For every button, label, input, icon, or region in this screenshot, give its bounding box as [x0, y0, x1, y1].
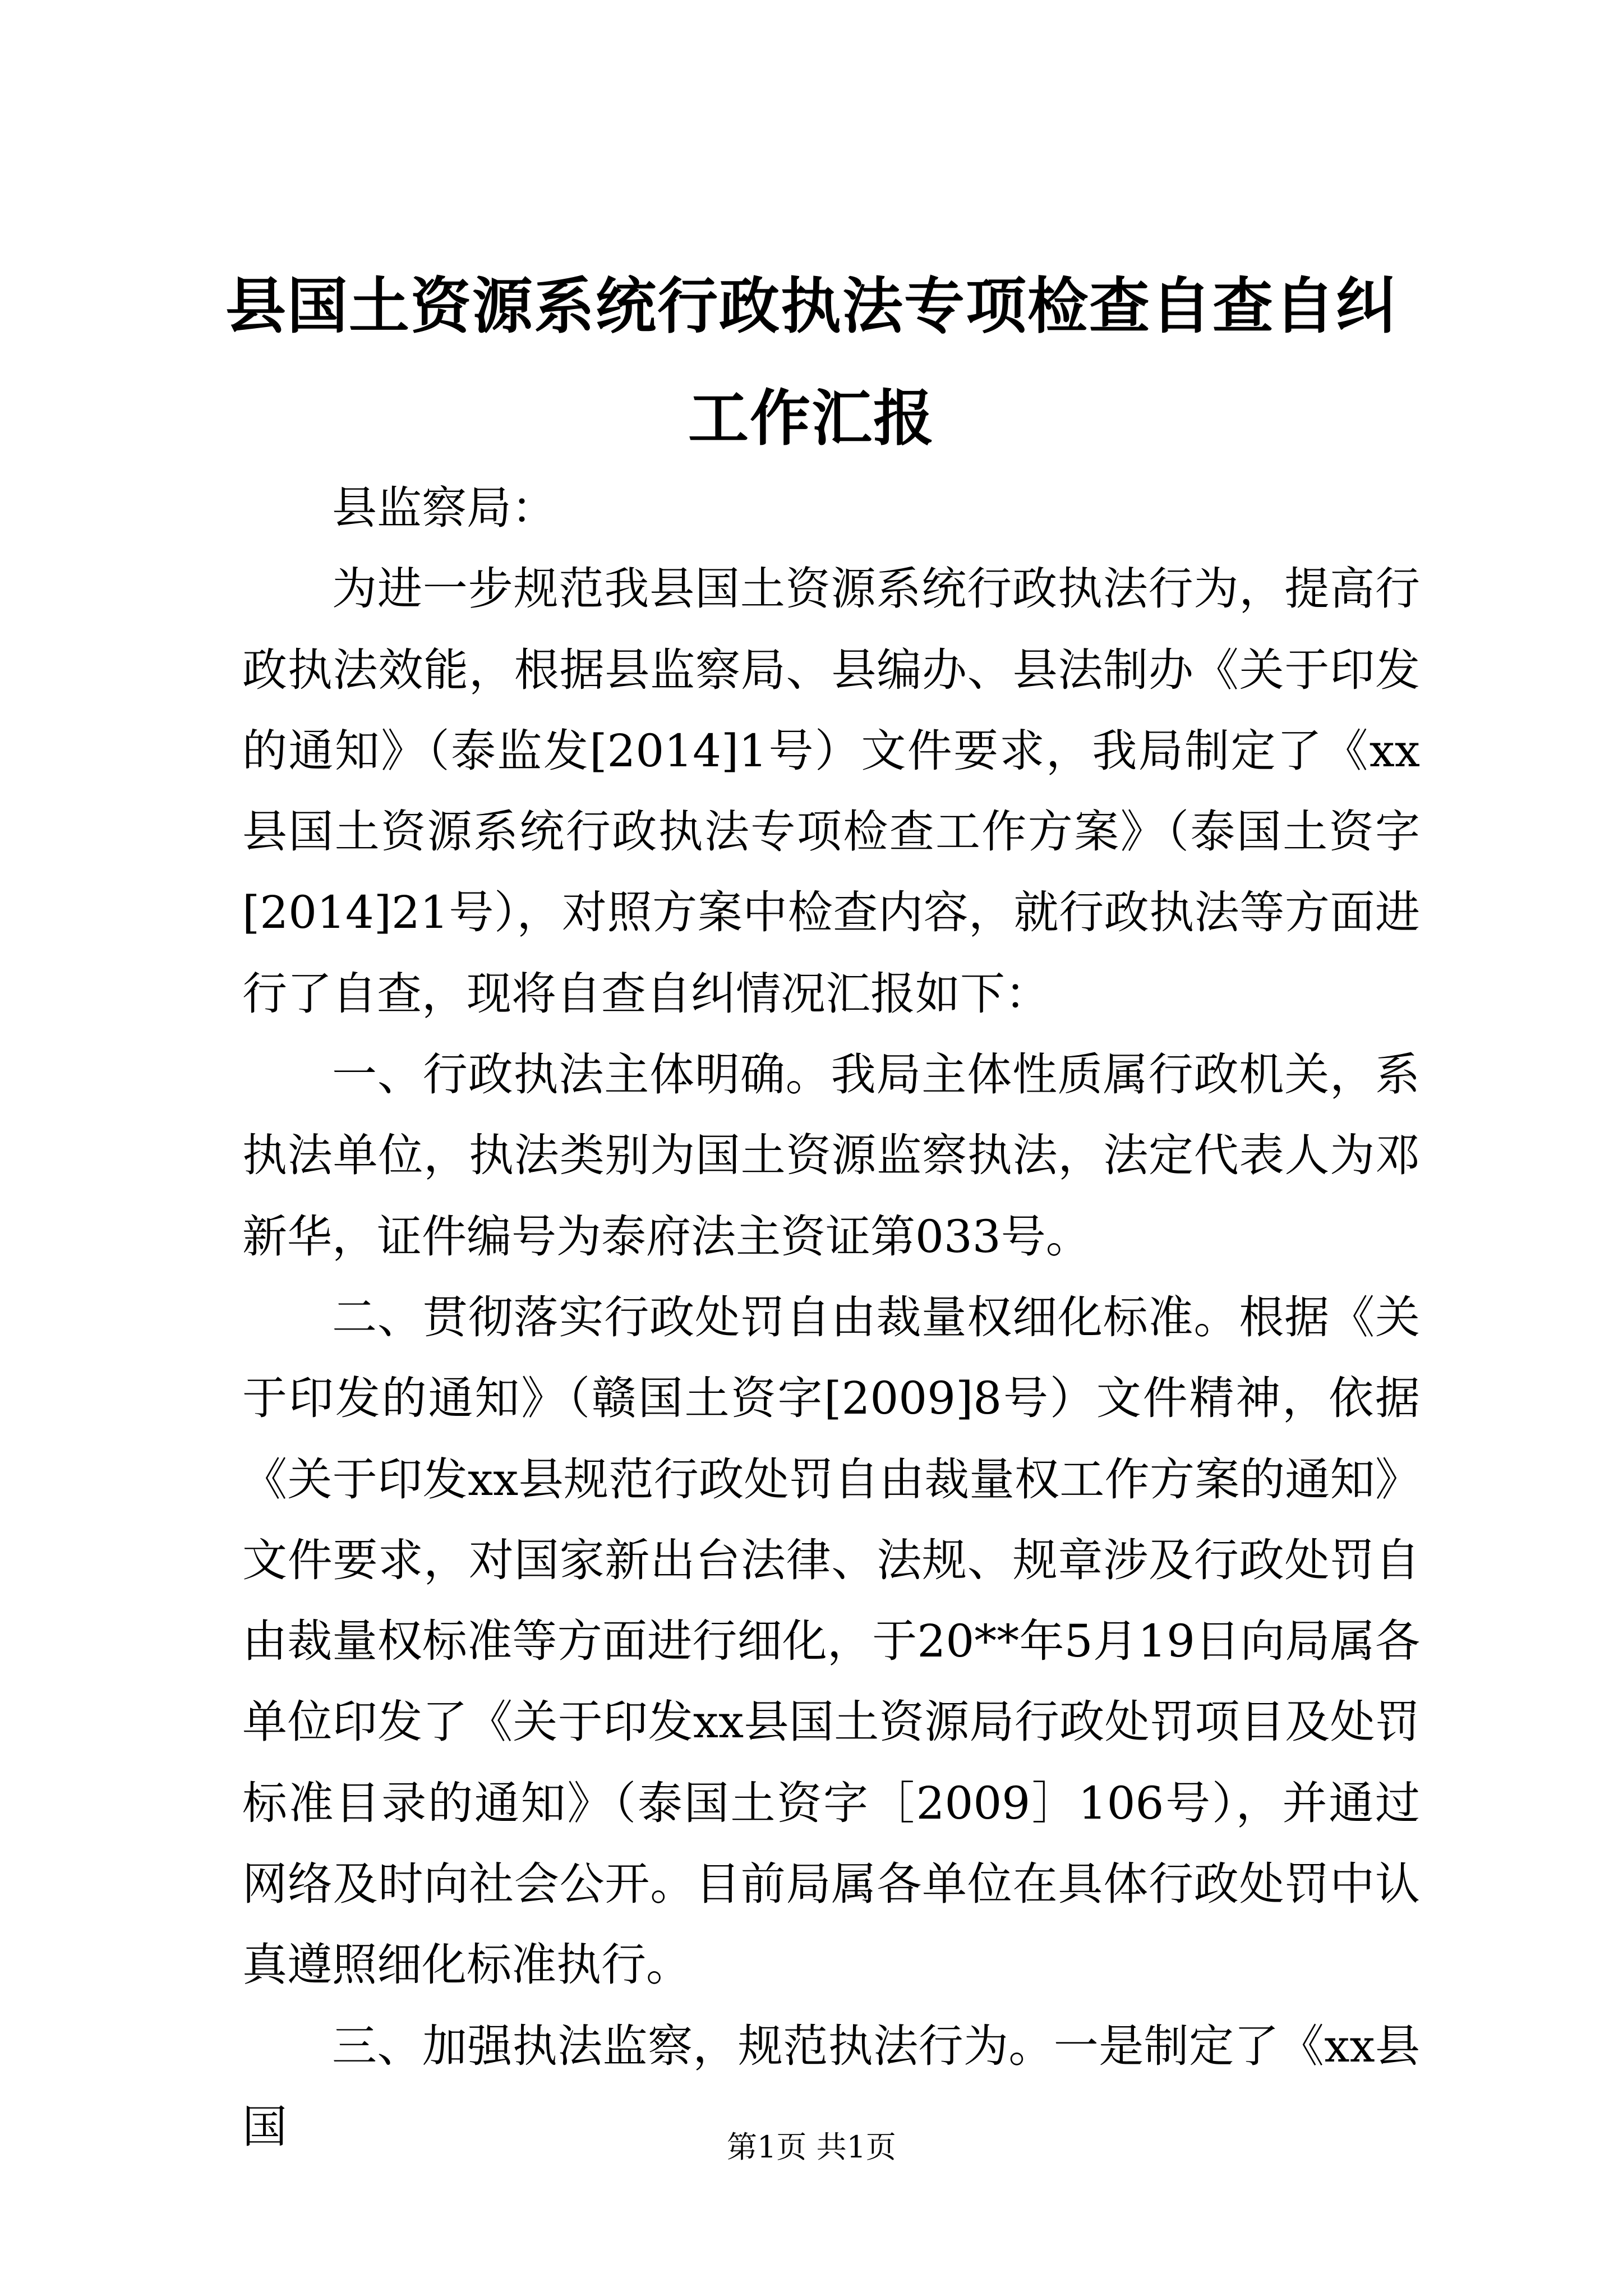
- paragraph-section-2: 二、贯彻落实行政处罚自由裁量权细化标准。根据《关于印发的通知》（赣国土资字[2009]8号）文件精神，依据《关于印发xx县规范行政处罚自由裁量权工作方案的通知》文件要求，对国家新出台法律、法规、规章涉及行政处罚自由裁量权标准等方面进行细化，于20**年5月19日向局属各单位印发了《关于印发xx县国土资源局行政处罚项目及处罚标准目录的通知》（泰国土资字［2009］106号），并通过网络及时向社会公开。目前局属各单位在具体行政处罚中认真遵照细化标准执行。: [242, 1291, 1420, 1991]
- document-title: 县国土资源系统行政执法专项检查自查自纠工作汇报: [225, 271, 1398, 454]
- paragraph-section-1: 一、行政执法主体明确。我局主体性质属行政机关，系执法单位，执法类别为国土资源监察执法，法定代表人为邓新华，证件编号为泰府法主资证第033号。: [242, 1048, 1420, 1263]
- page-footer: 第1页 共1页: [727, 2129, 896, 2165]
- paragraph-intro: 为进一步规范我县国土资源系统行政执法行为，提高行政执法效能，根据县监察局、县编办、县法制办《关于印发的通知》（泰监发[2014]1号）文件要求，我局制定了《xx县国土资源系统行政执法专项检查工作方案》（泰国土资字[2014]21号），对照方案中检查内容，就行政执法等方面进行了自查，现将自查自纠情况汇报如下：: [242, 563, 1420, 1020]
- document-body: [242, 468, 1420, 2168]
- salutation: 县监察局：: [332, 482, 556, 534]
- paragraph-section-3: 三、加强执法监察，规范执法行为。一是制定了《xx县国: [242, 2019, 1420, 2153]
